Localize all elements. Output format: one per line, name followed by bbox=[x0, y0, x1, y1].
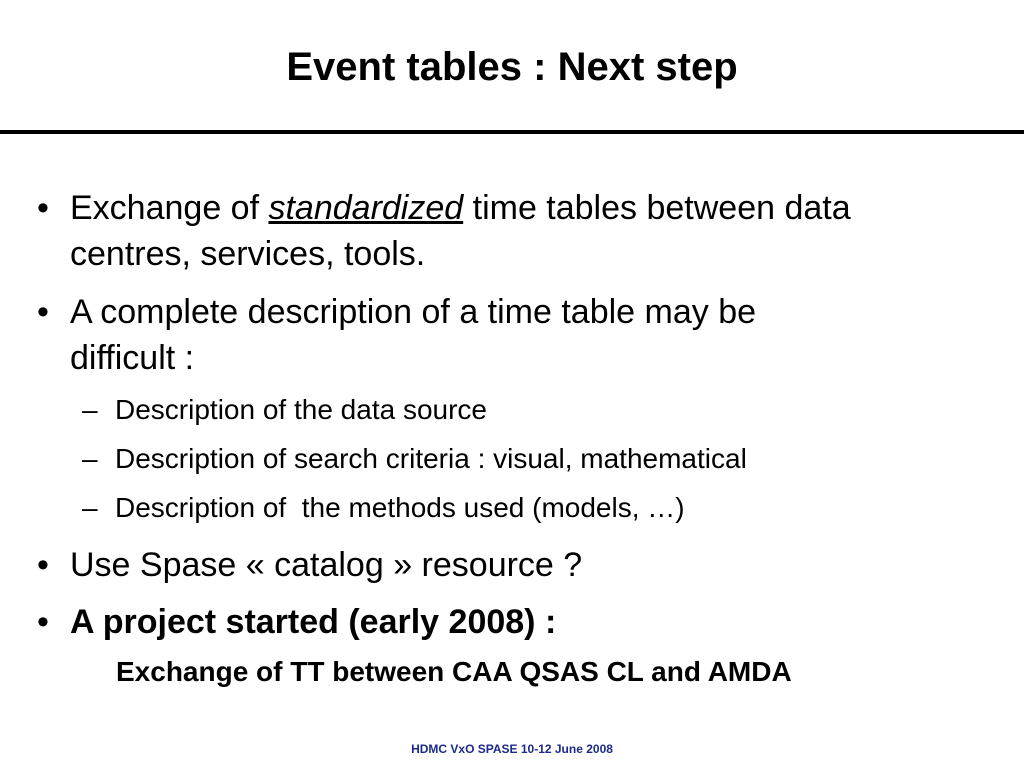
project-detail-text: Exchange of TT between CAA QSAS CL and AMDA bbox=[116, 656, 792, 687]
bullet-item-spase bbox=[37, 541, 583, 589]
emphasis-text: standardized bbox=[268, 189, 464, 227]
sub-bullet-data-source bbox=[82, 393, 487, 427]
bullet-item-description-continued bbox=[70, 334, 194, 382]
bullet-marker: • bbox=[37, 603, 49, 641]
sub-bullet-text: Description of search criteria : visual, mathematical bbox=[115, 443, 747, 474]
bullet-marker: • bbox=[37, 546, 49, 584]
bullet-marker: • bbox=[37, 293, 49, 331]
slide-footer: HDMC VxO SPASE 10-12 June 2008 bbox=[411, 742, 613, 756]
sub-bullet-methods bbox=[82, 491, 685, 525]
project-detail bbox=[116, 655, 792, 689]
sub-bullet-text: Description of the data source bbox=[115, 394, 487, 425]
sub-bullet-search-criteria bbox=[82, 442, 747, 476]
sub-bullet-marker: – bbox=[82, 443, 98, 474]
sub-bullet-marker: – bbox=[82, 394, 98, 425]
bullet-text: time tables between data bbox=[463, 189, 851, 227]
bullet-text: A project started (early 2008) : bbox=[70, 603, 557, 641]
bullet-text: centres, services, tools. bbox=[70, 235, 426, 273]
bullet-item-exchange-continued bbox=[70, 230, 425, 278]
bullet-item-description bbox=[37, 288, 757, 336]
bullet-text: Exchange of bbox=[70, 189, 269, 227]
bullet-text: A complete description of a time table may be bbox=[70, 293, 757, 331]
bullet-item-project bbox=[37, 598, 557, 646]
bullet-text: difficult : bbox=[70, 339, 195, 377]
bullet-text: Use Spase « catalog » resource ? bbox=[70, 546, 583, 584]
bullet-item-exchange bbox=[37, 184, 851, 232]
bullet-marker: • bbox=[37, 189, 49, 227]
sub-bullet-text: Description of the methods used (models, …) bbox=[115, 492, 685, 523]
slide-title: Event tables : Next step bbox=[286, 45, 738, 89]
sub-bullet-marker: – bbox=[82, 492, 98, 523]
